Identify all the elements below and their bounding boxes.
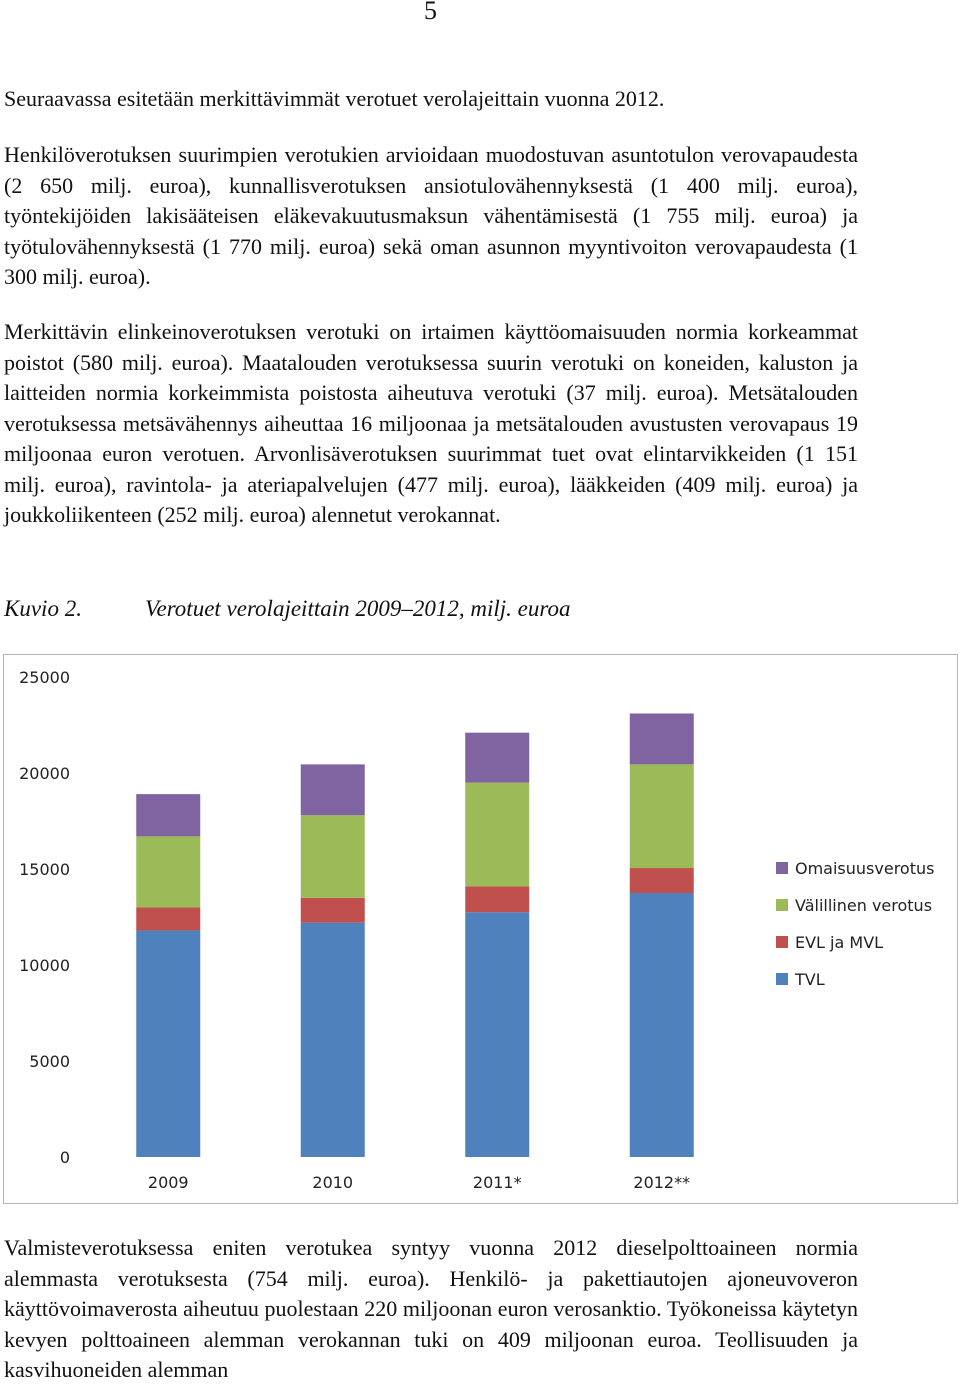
- bar-segment-v-lillinen-verotus-2012: [630, 764, 694, 868]
- legend-label: EVL ja MVL: [795, 933, 884, 952]
- bar-segment-omaisuusverotus-2009: [136, 794, 200, 836]
- bar-segment-evl-ja-mvl-2010: [301, 898, 365, 923]
- bar-segment-omaisuusverotus-2012: [630, 713, 694, 764]
- x-category-label: 2010: [312, 1173, 354, 1192]
- y-tick-label: 5000: [29, 1052, 70, 1071]
- bar-segment-evl-ja-mvl-2009: [136, 907, 200, 930]
- stacked-bar-chart: [4, 655, 959, 1205]
- bar-segment-v-lillinen-verotus-2011: [465, 783, 529, 887]
- y-tick-label: 25000: [19, 668, 70, 687]
- x-category-label: 2009: [147, 1173, 189, 1192]
- bar-segment-omaisuusverotus-2011: [465, 733, 529, 783]
- page-number: 5: [424, 0, 437, 25]
- paragraph-business-taxation: Merkittävin elinkeinoverotuksen verotuki on irtaimen käyttöomaisuuden normia korkeammat poistot (580 milj. euroa). Maatalouden verotuksessa suurin verotuki on koneiden, kaluston ja laitteiden normia korkeimmista poistosta aiheutuva verotuki (37 milj. euroa). Metsätalouden verotuksessa metsävähennys aiheuttaa 16 miljoonaa ja metsätalouden avustusten verovapaus 19 miljoonaa euron verotuen. Arvonlisäverotuksen suurimmat tuet ovat elintarvikkeiden (1 151 milj. euroa), ravintola- ja ateriapalvelujen (477 milj. euroa), lääkkeiden (409 milj. euroa) ja joukkoliikenteen (252 milj. euroa) alennetut verokannat.: [4, 319, 858, 527]
- x-category-label: 2011*: [472, 1173, 522, 1192]
- x-category-label: 2012**: [633, 1173, 691, 1192]
- legend-label: TVL: [795, 970, 825, 989]
- bar-segment-omaisuusverotus-2010: [301, 764, 365, 815]
- paragraph-personal-taxation: Henkilöverotuksen suurimpien verotukien arvioidaan muodostuvan asuntotulon verovapaudesta (2 650 milj. euroa), kunnallisverotuksen ansiotulovähennyksestä (1 400 milj. euroa), työntekijöiden lakisääteisen eläkevakuutusmaksun vähentämisestä (1 755 milj. euroa) ja työtulovähennyksestä (1 770 milj. euroa) sekä oman asunnon myyntivoiton verovapaudesta (1 300 milj. euroa).: [4, 142, 858, 289]
- legend-swatch: [776, 899, 788, 911]
- bar-segment-tvl-2009: [136, 930, 200, 1157]
- bar-segment-tvl-2011: [465, 912, 529, 1157]
- y-tick-label: 15000: [19, 860, 70, 879]
- bar-segment-tvl-2012: [630, 893, 694, 1157]
- chart-frame: [3, 654, 958, 1204]
- legend-swatch: [776, 936, 788, 948]
- y-tick-label: 10000: [19, 956, 70, 975]
- bar-segment-tvl-2010: [301, 923, 365, 1157]
- paragraph-excise-taxation: Valmisteverotuksessa eniten verotukea syntyy vuonna 2012 dieselpolttoaineen normia alemmasta verotuksesta (754 milj. euroa). Henkilö- ja pakettiautojen ajoneuvoveron käyttövoimaverosta aiheutuu puolestaan 220 miljoonan euron verosanktio. Työkoneissa käytetyn kevyen polttoaineen alemman verokannan tuki on 409 miljoonan euroa. Teollisuuden ja kasvihuoneiden alemman: [4, 1235, 858, 1382]
- legend-swatch: [776, 973, 788, 985]
- bar-segment-evl-ja-mvl-2012: [630, 868, 694, 893]
- figure-caption: [4, 596, 570, 622]
- legend-swatch: [776, 862, 788, 874]
- paragraph-intro: Seuraavassa esitetään merkittävimmät verotuet verolajeittain vuonna 2012.: [4, 86, 665, 111]
- bar-segment-evl-ja-mvl-2011: [465, 886, 529, 912]
- figure-number: Kuvio 2.: [4, 596, 82, 621]
- legend-label: Omaisuusverotus: [795, 859, 935, 878]
- y-tick-label: 0: [59, 1148, 70, 1167]
- figure-title: Verotuet verolajeittain 2009–2012, milj. euroa: [145, 596, 571, 621]
- legend-label: Välillinen verotus: [795, 896, 933, 915]
- y-tick-label: 20000: [19, 764, 70, 783]
- bar-segment-v-lillinen-verotus-2009: [136, 836, 200, 907]
- bar-segment-v-lillinen-verotus-2010: [301, 815, 365, 898]
